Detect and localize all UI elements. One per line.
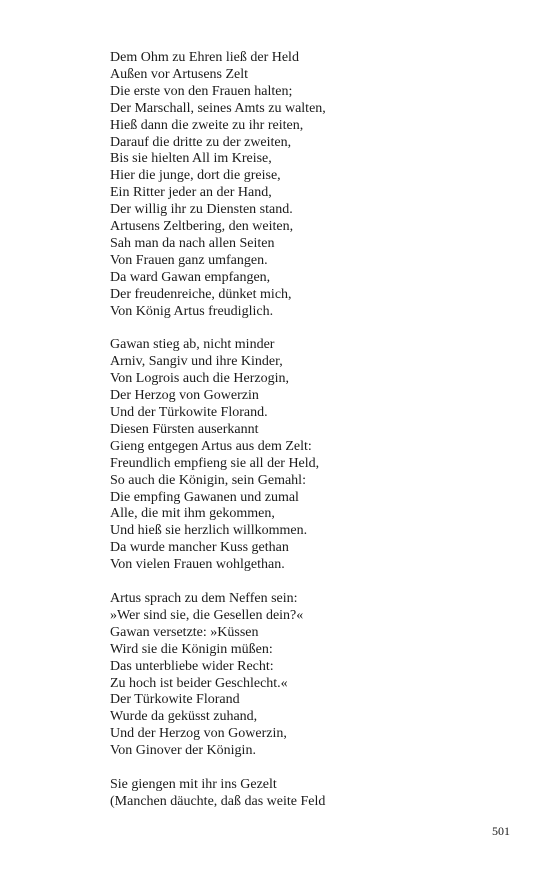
- stanza: [110, 50, 490, 321]
- verse-line: Die empfing Gawanen und zumal: [110, 489, 299, 505]
- verse-line: »Wer sind sie, die Gesellen dein?«: [110, 607, 304, 623]
- verse-line: Darauf die dritte zu der zweiten,: [110, 134, 292, 150]
- verse-line: Der Herzog von Gowerzin: [110, 388, 259, 404]
- verse-line: Hier die junge, dort die greise,: [110, 168, 281, 184]
- verse-line: Und hieß sie herzlich willkommen.: [110, 523, 308, 539]
- verse-line: Da wurde mancher Kuss gethan: [110, 540, 289, 556]
- verse-line: Das unterbliebe wider Recht:: [110, 658, 274, 674]
- verse-line: Von vielen Frauen wohlgethan.: [110, 557, 285, 573]
- stanza: [110, 591, 490, 760]
- verse-line: Diesen Fürsten auserkannt: [110, 421, 259, 437]
- verse-line: Und der Herzog von Gowerzin,: [110, 726, 287, 742]
- verse-line: Gawan stieg ab, nicht minder: [110, 337, 275, 353]
- verse-line: Von Frauen ganz umfangen.: [110, 252, 268, 268]
- verse-line: Wurde da geküsst zuhand,: [110, 709, 258, 725]
- stanza: [110, 777, 490, 811]
- verse-line: Die erste von den Frauen halten;: [110, 83, 293, 99]
- verse-line: Gawan versetzte: »Küssen: [110, 624, 259, 640]
- verse-line: Von Logrois auch die Herzogin,: [110, 371, 289, 387]
- verse-line: Da ward Gawan empfangen,: [110, 269, 271, 285]
- verse-line: Artus sprach zu dem Neffen sein:: [110, 590, 298, 606]
- stanza: [110, 337, 490, 574]
- verse-line: So auch die Königin, sein Gemahl:: [110, 472, 306, 488]
- verse-line: Dem Ohm zu Ehren ließ der Held: [110, 50, 299, 65]
- verse-line: Von König Artus freudiglich.: [110, 303, 274, 319]
- verse-line: Sah man da nach allen Seiten: [110, 235, 275, 251]
- verse-line: Von Ginover der Königin.: [110, 743, 256, 759]
- verse-line: Der Türkowite Florand: [110, 692, 240, 708]
- verse-line: Ein Ritter jeder an der Hand,: [110, 185, 272, 201]
- verse-line: Wird sie die Königin müßen:: [110, 641, 273, 657]
- verse-line: Der Marschall, seines Amts zu walten,: [110, 100, 326, 116]
- verse-line: Zu hoch ist beider Geschlecht.«: [110, 675, 288, 691]
- verse-line: Der freudenreiche, dünket mich,: [110, 286, 292, 302]
- verse-line: Artusens Zeltbering, den weiten,: [110, 219, 294, 235]
- verse-line: Sie giengen mit ihr ins Gezelt: [110, 776, 277, 792]
- verse-line: Arniv, Sangiv und ihre Kinder,: [110, 354, 283, 370]
- verse-line: Und der Türkowite Florand.: [110, 405, 268, 421]
- verse-line: Bis sie hielten All im Kreise,: [110, 151, 272, 167]
- verse-line: Freundlich empfieng sie all der Held,: [110, 455, 320, 471]
- verse-line: Alle, die mit ihm gekommen,: [110, 506, 275, 522]
- verse-line: Gieng entgegen Artus aus dem Zelt:: [110, 438, 312, 454]
- verse-line: Hieß dann die zweite zu ihr reiten,: [110, 117, 304, 133]
- verse-line: (Manchen däuchte, daß das weite Feld: [110, 793, 326, 809]
- verse-line: Der willig ihr zu Diensten stand.: [110, 202, 293, 218]
- page-number: 501: [492, 824, 510, 838]
- poem-text: [110, 50, 490, 828]
- verse-line: Außen vor Artusens Zelt: [110, 66, 249, 82]
